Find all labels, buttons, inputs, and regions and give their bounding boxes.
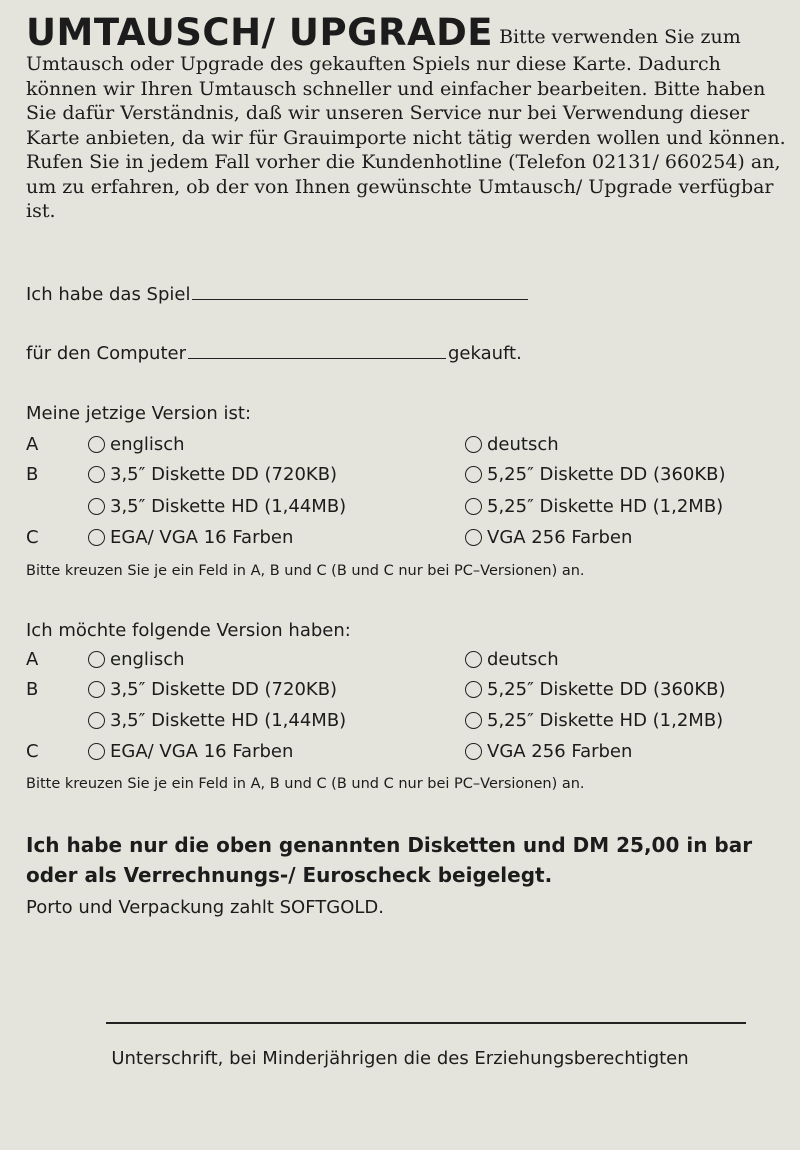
radio-circle-icon[interactable] — [88, 681, 105, 698]
option-label: englisch — [110, 434, 185, 455]
current-option-vga256[interactable] — [465, 527, 632, 548]
current-option-35-hd[interactable] — [88, 496, 346, 517]
radio-circle-icon[interactable] — [88, 743, 105, 760]
game-input[interactable] — [192, 298, 528, 300]
current-row-b2 — [0, 496, 800, 526]
option-label: 3,5″ Diskette DD (720KB) — [110, 464, 338, 485]
option-label: VGA 256 Farben — [487, 741, 633, 762]
option-label: 5,25″ Diskette DD (360KB) — [487, 464, 726, 485]
current-option-525-dd[interactable] — [465, 464, 726, 485]
option-label: deutsch — [487, 649, 559, 670]
computer-field-row — [26, 343, 522, 364]
radio-circle-icon[interactable] — [465, 466, 482, 483]
game-field-row — [26, 284, 530, 305]
radio-circle-icon[interactable] — [88, 436, 105, 453]
desired-row-a — [0, 649, 800, 679]
current-option-englisch[interactable] — [88, 434, 185, 455]
intro-text: Bitte verwenden Sie zum Umtausch oder Upgrade des gekauften Spiels nur diese Karte. Dadurch können wir Ihren Umtausch schneller und einfacher bearbeiten. Bitte haben Sie dafür Verständnis, daß wir unseren Service nur bei Verwendung dieser Karte anbieten, da wir für Grauimporte nicht tätig werden wollen und können. — [26, 26, 786, 149]
option-label: 3,5″ Diskette DD (720KB) — [110, 679, 338, 700]
desired-option-35-hd[interactable] — [88, 710, 346, 731]
payment-statement: Ich habe nur die oben genannten Disketten und DM 25,00 in bar oder als Verrechnungs-/ Euroscheck beigelegt. — [26, 833, 753, 887]
option-label: EGA/ VGA 16 Farben — [110, 741, 294, 762]
option-label: EGA/ VGA 16 Farben — [110, 527, 294, 548]
desired-option-ega-vga16[interactable] — [88, 741, 293, 762]
computer-label: für den Computer — [26, 343, 186, 364]
option-label: deutsch — [487, 434, 559, 455]
computer-input[interactable] — [188, 357, 446, 359]
current-option-35-dd[interactable] — [88, 464, 337, 485]
desired-row-b1 — [0, 679, 800, 709]
desired-option-deutsch[interactable] — [465, 649, 559, 670]
desired-option-englisch[interactable] — [88, 649, 185, 670]
option-label: 5,25″ Diskette HD (1,2MB) — [487, 496, 724, 517]
hotline-text: Rufen Sie in jedem Fall vorher die Kundenhotline (Telefon 02131/ 660254) an, um zu erfahren, ob der von Ihnen gewünschte Umtausch/ Upgrade verfügbar ist. — [26, 151, 781, 222]
radio-circle-icon[interactable] — [465, 651, 482, 668]
radio-circle-icon[interactable] — [88, 498, 105, 515]
radio-circle-icon[interactable] — [88, 529, 105, 546]
radio-circle-icon[interactable] — [465, 498, 482, 515]
desired-version-note: Bitte kreuzen Sie je ein Feld in A, B und C (B und C nur bei PC–Versionen) an. — [26, 776, 585, 792]
current-row-b1 — [0, 464, 800, 494]
signature-label: Unterschrift, bei Minderjährigen die des Erziehungsberechtigten — [111, 1048, 689, 1069]
signature-line[interactable] — [106, 1022, 746, 1024]
desired-option-525-hd[interactable] — [465, 710, 723, 731]
option-label: VGA 256 Farben — [487, 527, 633, 548]
desired-version-title: Ich möchte folgende Version haben: — [26, 620, 351, 641]
row-letter: B — [26, 679, 39, 700]
radio-circle-icon[interactable] — [465, 743, 482, 760]
option-label: 3,5″ Diskette HD (1,44MB) — [110, 496, 347, 517]
game-label: Ich habe das Spiel — [26, 284, 191, 305]
radio-circle-icon[interactable] — [465, 681, 482, 698]
row-letter: C — [26, 527, 39, 548]
desired-option-vga256[interactable] — [465, 741, 632, 762]
row-letter: B — [26, 464, 39, 485]
radio-circle-icon[interactable] — [88, 466, 105, 483]
option-label: 3,5″ Diskette HD (1,44MB) — [110, 710, 347, 731]
current-row-c — [0, 527, 800, 557]
desired-option-525-dd[interactable] — [465, 679, 726, 700]
current-row-a — [0, 434, 800, 464]
intro-block — [26, 11, 786, 224]
row-letter: A — [26, 434, 39, 455]
row-letter: A — [26, 649, 39, 670]
current-version-note: Bitte kreuzen Sie je ein Feld in A, B und C (B und C nur bei PC–Versionen) an. — [26, 563, 585, 579]
option-label: 5,25″ Diskette HD (1,2MB) — [487, 710, 724, 731]
radio-circle-icon[interactable] — [88, 712, 105, 729]
option-label: englisch — [110, 649, 185, 670]
current-version-title: Meine jetzige Version ist: — [26, 403, 252, 424]
current-option-ega-vga16[interactable] — [88, 527, 293, 548]
row-letter: C — [26, 741, 39, 762]
current-option-525-hd[interactable] — [465, 496, 723, 517]
radio-circle-icon[interactable] — [465, 712, 482, 729]
desired-option-35-dd[interactable] — [88, 679, 337, 700]
current-option-deutsch[interactable] — [465, 434, 559, 455]
radio-circle-icon[interactable] — [465, 529, 482, 546]
option-label: 5,25″ Diskette DD (360KB) — [487, 679, 726, 700]
desired-row-c — [0, 741, 800, 771]
porto-text: Porto und Verpackung zahlt SOFTGOLD. — [26, 897, 384, 918]
radio-circle-icon[interactable] — [465, 436, 482, 453]
headline: UMTAUSCH/ UPGRADE — [26, 11, 494, 54]
radio-circle-icon[interactable] — [88, 651, 105, 668]
desired-row-b2 — [0, 710, 800, 740]
computer-suffix: gekauft. — [447, 343, 522, 364]
